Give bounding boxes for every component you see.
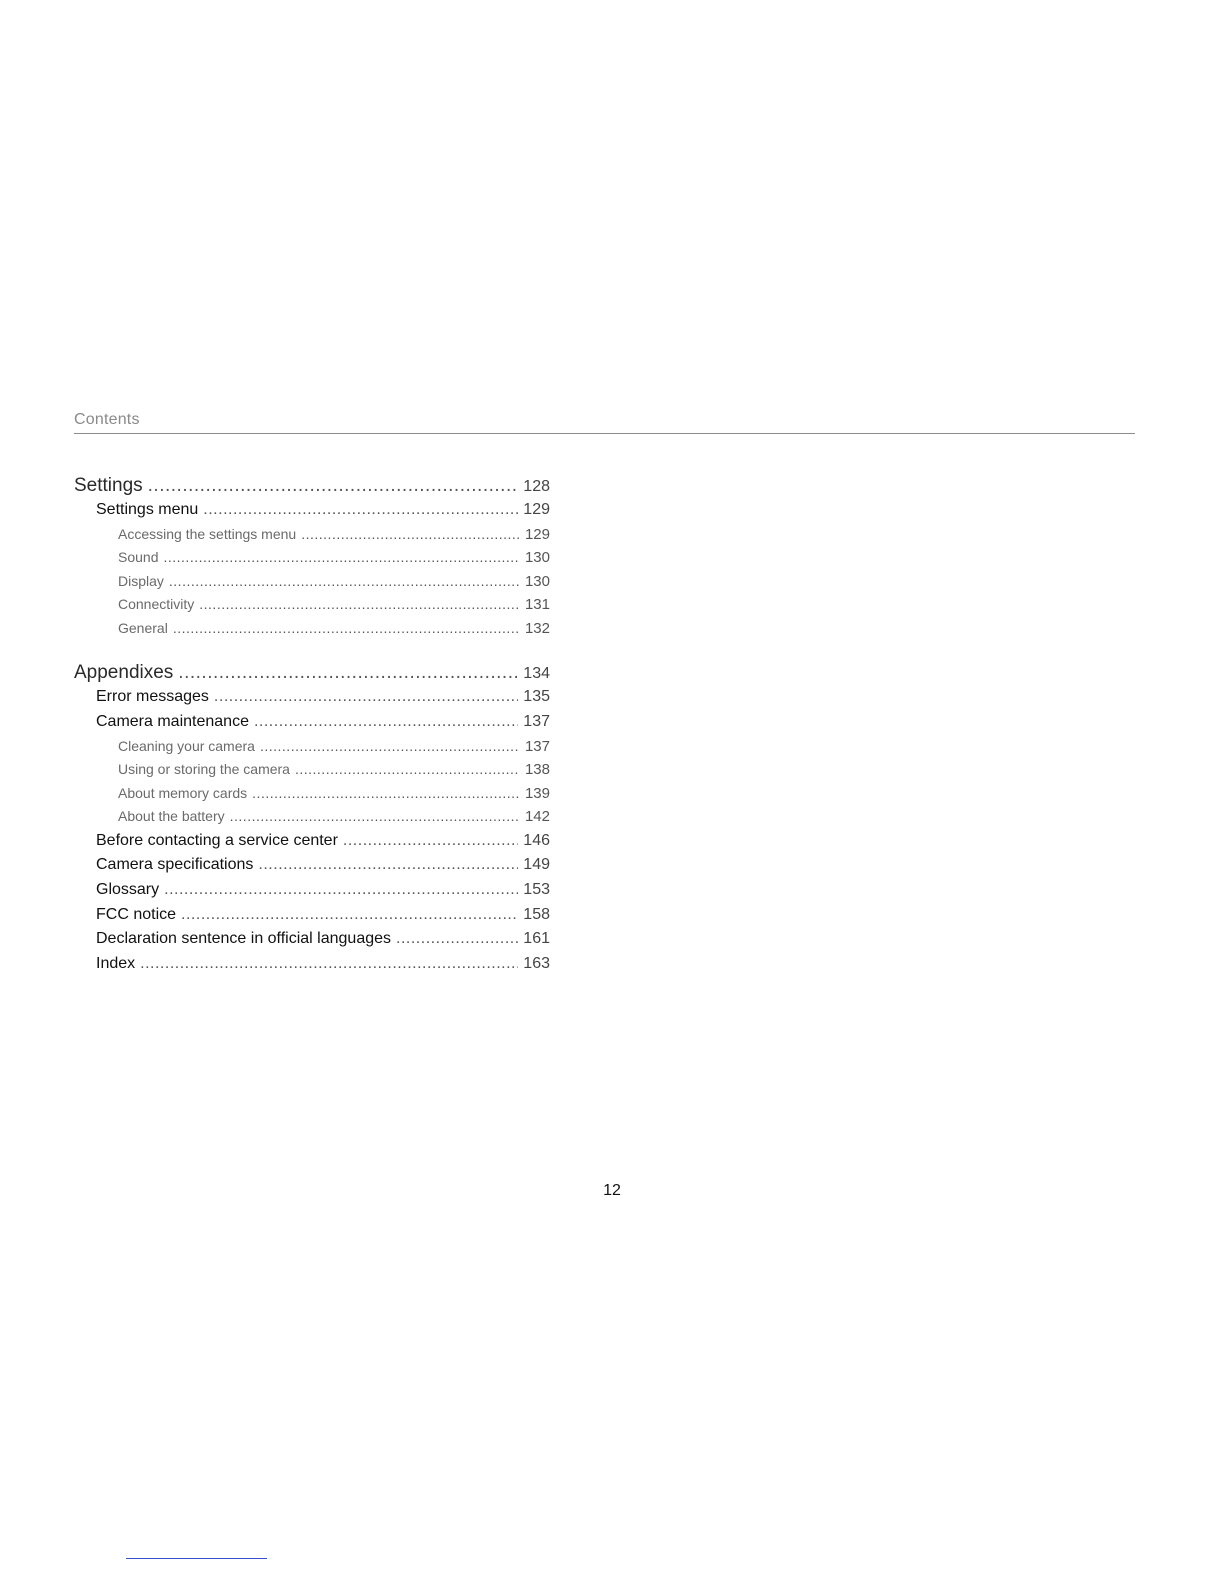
leader-dots [178,662,518,684]
leader-dots [173,620,520,636]
toc-section-settings [74,475,550,643]
leader-dots [163,549,519,565]
toc-entry-label: General [118,619,168,636]
toc-entry-label: Settings menu [96,501,199,518]
toc-entry-page: 153 [523,880,550,898]
toc-entry-label: Camera maintenance [96,712,249,730]
toc-entry-page: 142 [524,808,550,826]
toc-entry-label: Appendixes [74,662,174,684]
toc-entry-page: 130 [524,572,550,590]
toc-entry-page: 135 [523,688,550,706]
leader-dots [169,573,520,589]
leader-dots [301,526,520,542]
toc-entry-label: Declaration sentence in official languages [96,930,392,948]
toc-entry-page: 161 [523,930,550,948]
toc-entry[interactable] [74,761,550,785]
toc-entry-page: 149 [523,856,550,874]
toc-entry-page: 131 [524,596,550,614]
toc-entry-page: 130 [524,549,550,567]
leader-dots [140,955,518,973]
toc-entry[interactable] [74,596,550,620]
toc-entry-label: About the battery [118,808,225,825]
leader-dots [203,501,518,519]
toc-entry-label: Accessing the settings menu [118,525,297,542]
toc-entry-page: 137 [523,712,550,730]
toc-entry-label: Error messages [96,688,209,706]
table-of-contents [74,475,550,980]
toc-entry[interactable] [74,662,550,688]
toc-entry[interactable] [74,549,550,573]
toc-section-appendixes [74,662,550,980]
toc-entry[interactable] [74,930,550,955]
toc-entry[interactable] [74,856,550,881]
toc-entry-page: 137 [524,737,550,755]
toc-entry-page: 139 [524,784,550,802]
leader-dots [199,596,520,612]
leader-dots [214,688,518,706]
leader-dots [260,738,520,754]
toc-entry[interactable] [74,475,550,501]
toc-entry-label: Camera specifications [96,856,254,874]
toc-entry-label: Cleaning your camera [118,737,255,754]
toc-entry-page: 146 [523,831,550,849]
page-number: 12 [603,1182,621,1199]
toc-entry-label: Glossary [96,880,160,898]
leader-dots [252,785,520,801]
toc-entry-page: 129 [524,525,550,543]
header-divider [74,433,1135,434]
toc-entry-label: Index [96,955,136,972]
toc-entry-label: Sound [118,549,159,566]
toc-entry-page: 128 [523,478,550,495]
toc-entry[interactable] [74,955,550,980]
footnote-rule [126,1558,267,1559]
leader-dots [164,881,518,899]
toc-entry[interactable] [74,906,550,931]
header-label: Contents [74,411,140,428]
toc-entry-page: 158 [523,905,550,923]
toc-entry[interactable] [74,881,550,906]
toc-entry-label: Settings [74,475,143,496]
leader-dots [396,930,518,948]
toc-entry-page: 129 [523,501,550,518]
toc-entry-page: 138 [524,761,550,779]
toc-entry[interactable] [74,688,550,713]
toc-entry[interactable] [74,738,550,762]
toc-entry[interactable] [74,501,550,526]
leader-dots [343,832,518,850]
leader-dots [258,856,518,874]
toc-entry-label: Display [118,572,164,589]
toc-entry-label: Connectivity [118,596,195,613]
toc-entry[interactable] [74,573,550,597]
toc-entry[interactable] [74,620,550,644]
leader-dots [295,761,520,777]
toc-entry[interactable] [74,785,550,809]
toc-entry-label: Using or storing the camera [118,761,290,778]
leader-dots [230,808,520,824]
toc-entry-page: 134 [523,665,550,683]
leader-dots [181,906,518,924]
toc-entry-label: Before contacting a service center [96,831,338,849]
leader-dots [148,475,519,497]
toc-entry-page: 163 [523,955,550,972]
toc-entry-page: 132 [524,619,550,637]
toc-entry-label: About memory cards [118,784,248,801]
toc-entry[interactable] [74,832,550,857]
toc-entry-label: FCC notice [96,905,177,923]
toc-entry[interactable] [74,526,550,550]
toc-entry[interactable] [74,713,550,738]
leader-dots [254,713,518,731]
toc-entry[interactable] [74,808,550,832]
